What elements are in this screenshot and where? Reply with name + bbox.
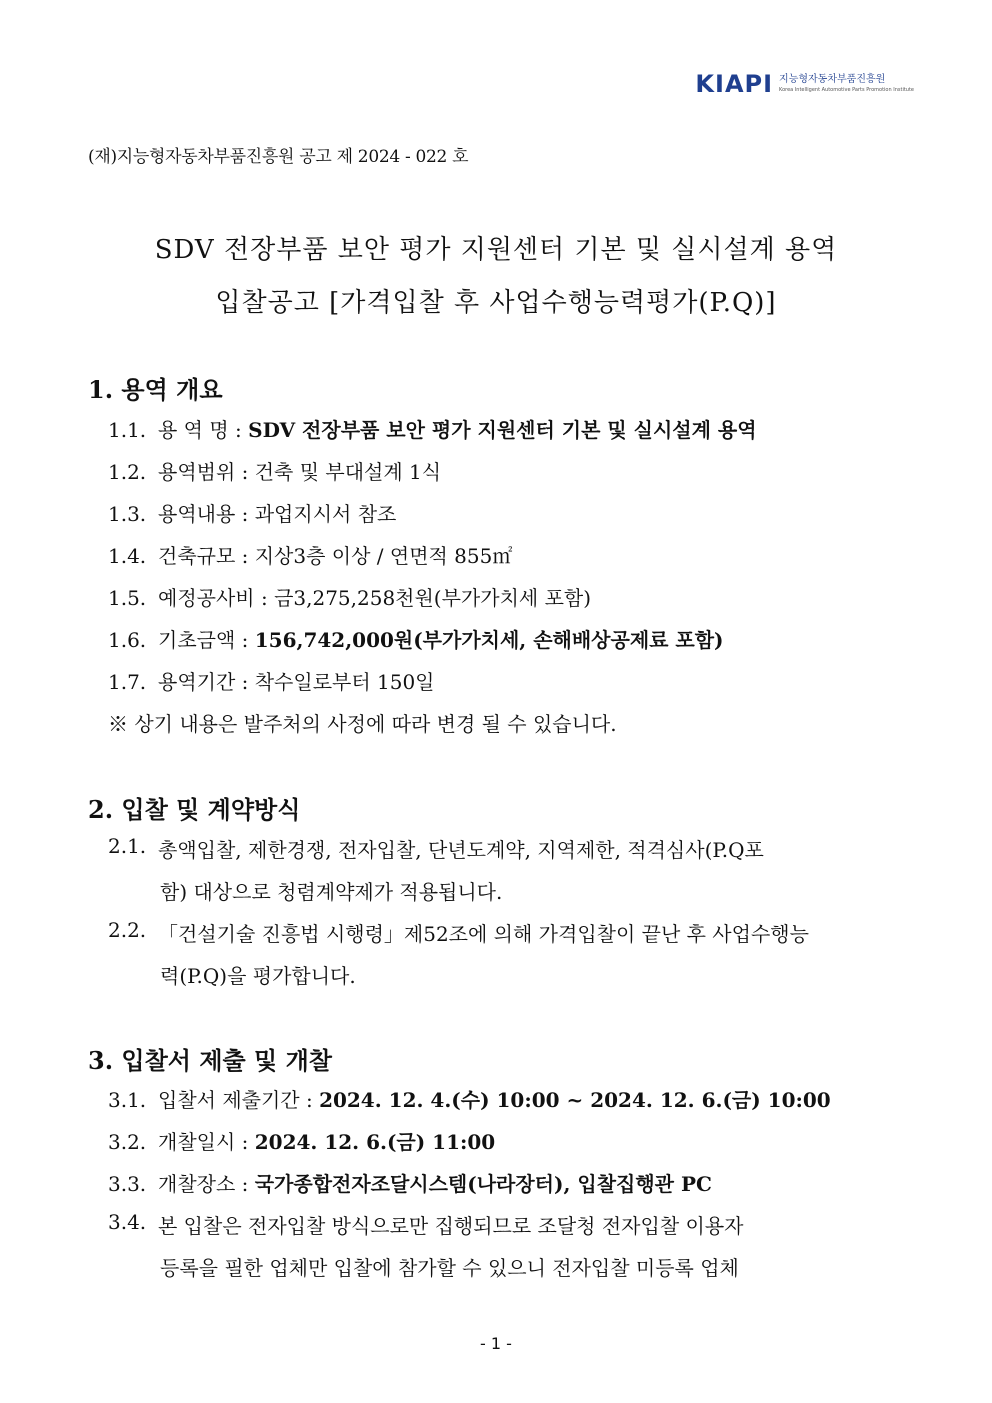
kiapi-logo <box>695 70 914 98</box>
item-3-2 <box>108 1126 495 1155</box>
item-number: 1.2. <box>108 460 147 484</box>
item-3-4-line-1: 본 입찰은 전자입찰 방식으로만 집행되므로 조달청 전자입찰 이용자 <box>158 1214 744 1238</box>
item-label: 기초금액 : <box>158 628 255 652</box>
item-label: 예정공사비 : <box>158 586 275 610</box>
item-2-1-line-2: 함) 대상으로 청렴계약제가 적용됩니다. <box>160 880 503 904</box>
item-label: 용역기간 : <box>158 670 255 694</box>
item-2-1 <box>108 834 158 858</box>
section-3-heading: 3. 입찰서 제출 및 개찰 <box>88 1046 332 1075</box>
item-2-2 <box>108 918 158 942</box>
notice-number: (재)지능형자동차부품진흥원 공고 제 2024 - 022 호 <box>88 147 469 167</box>
item-1-7 <box>108 666 435 695</box>
item-number: 1.5. <box>108 586 147 610</box>
item-number: 1.4. <box>108 544 147 568</box>
item-3-4 <box>108 1210 158 1234</box>
item-number: 1.6. <box>108 628 147 652</box>
item-value: SDV 전장부품 보안 평가 지원센터 기본 및 실시설계 용역 <box>248 418 757 442</box>
page-number: - 1 - <box>480 1334 512 1353</box>
section-1-note: ※ 상기 내용은 발주처의 사정에 따라 변경 될 수 있습니다. <box>108 712 617 736</box>
item-3-1 <box>108 1084 831 1113</box>
item-label: 건축규모 : <box>158 544 255 568</box>
item-3-4-line-2: 등록을 필한 업체만 입찰에 참가할 수 있으니 전자입찰 미등록 업체 <box>160 1256 739 1280</box>
item-number: 1.3. <box>108 502 147 526</box>
logo-mark: KIAPI <box>695 70 774 98</box>
item-label: 개찰장소 : <box>158 1172 255 1196</box>
item-number: 1.7. <box>108 670 147 694</box>
item-3-3 <box>108 1168 712 1197</box>
item-value: 건축 및 부대설계 1식 <box>254 460 442 484</box>
item-value: 2024. 12. 6.(금) 11:00 <box>254 1130 496 1154</box>
item-number: 2.1. <box>108 834 147 858</box>
item-label: 용역범위 : <box>158 460 255 484</box>
section-2-heading: 2. 입찰 및 계약방식 <box>88 795 301 824</box>
item-value: 국가종합전자조달시스템(나라장터), 입찰집행관 PC <box>254 1172 712 1196</box>
item-1-4 <box>108 540 512 569</box>
item-number: 3.3. <box>108 1172 147 1196</box>
item-1-3 <box>108 498 396 527</box>
item-2-2-line-2: 력(P.Q)을 평가합니다. <box>160 964 356 988</box>
logo-english-name: Korea Intelligent Automotive Parts Promotion Institute <box>779 87 914 93</box>
item-label: 개찰일시 : <box>158 1130 255 1154</box>
section-1-heading: 1. 용역 개요 <box>88 375 223 404</box>
title-line-2: 입찰공고 [가격입찰 후 사업수행능력평가(P.Q)] <box>215 288 777 318</box>
item-value: 2024. 12. 4.(수) 10:00 ~ 2024. 12. 6.(금) 10:00 <box>319 1088 831 1112</box>
item-value: 착수일로부터 150일 <box>254 670 435 694</box>
item-value: 과업지시서 참조 <box>254 502 397 526</box>
title-line-1: SDV 전장부품 보안 평가 지원센터 기본 및 실시설계 용역 <box>154 235 838 265</box>
item-number: 3.4. <box>108 1210 147 1234</box>
logo-korean-name: 지능형자동차부품진흥원 <box>779 74 886 85</box>
item-number: 2.2. <box>108 918 147 942</box>
item-number: 3.2. <box>108 1130 147 1154</box>
item-label: 용역내용 : <box>158 502 255 526</box>
item-1-5 <box>108 582 591 611</box>
item-value: 금3,275,258천원(부가가치세 포함) <box>274 586 592 610</box>
item-1-2 <box>108 456 441 485</box>
item-2-1-line-1: 총액입찰, 제한경쟁, 전자입찰, 단년도계약, 지역제한, 적격심사(P.Q포 <box>158 838 764 862</box>
item-value: 156,742,000원(부가가치세, 손해배상공제료 포함) <box>254 628 724 652</box>
item-number: 1.1. <box>108 418 147 442</box>
logo-text <box>779 70 914 94</box>
item-value: 지상3층 이상 / 연면적 855㎡ <box>254 544 513 568</box>
item-1-6 <box>108 624 724 653</box>
item-number: 3.1. <box>108 1088 147 1112</box>
item-label: 입찰서 제출기간 : <box>158 1088 320 1112</box>
item-label: 용 역 명 : <box>158 418 249 442</box>
item-1-1 <box>108 414 757 443</box>
item-2-2-line-1: 「건설기술 진흥법 시행령」제52조에 의해 가격입찰이 끝난 후 사업수행능 <box>158 922 809 946</box>
